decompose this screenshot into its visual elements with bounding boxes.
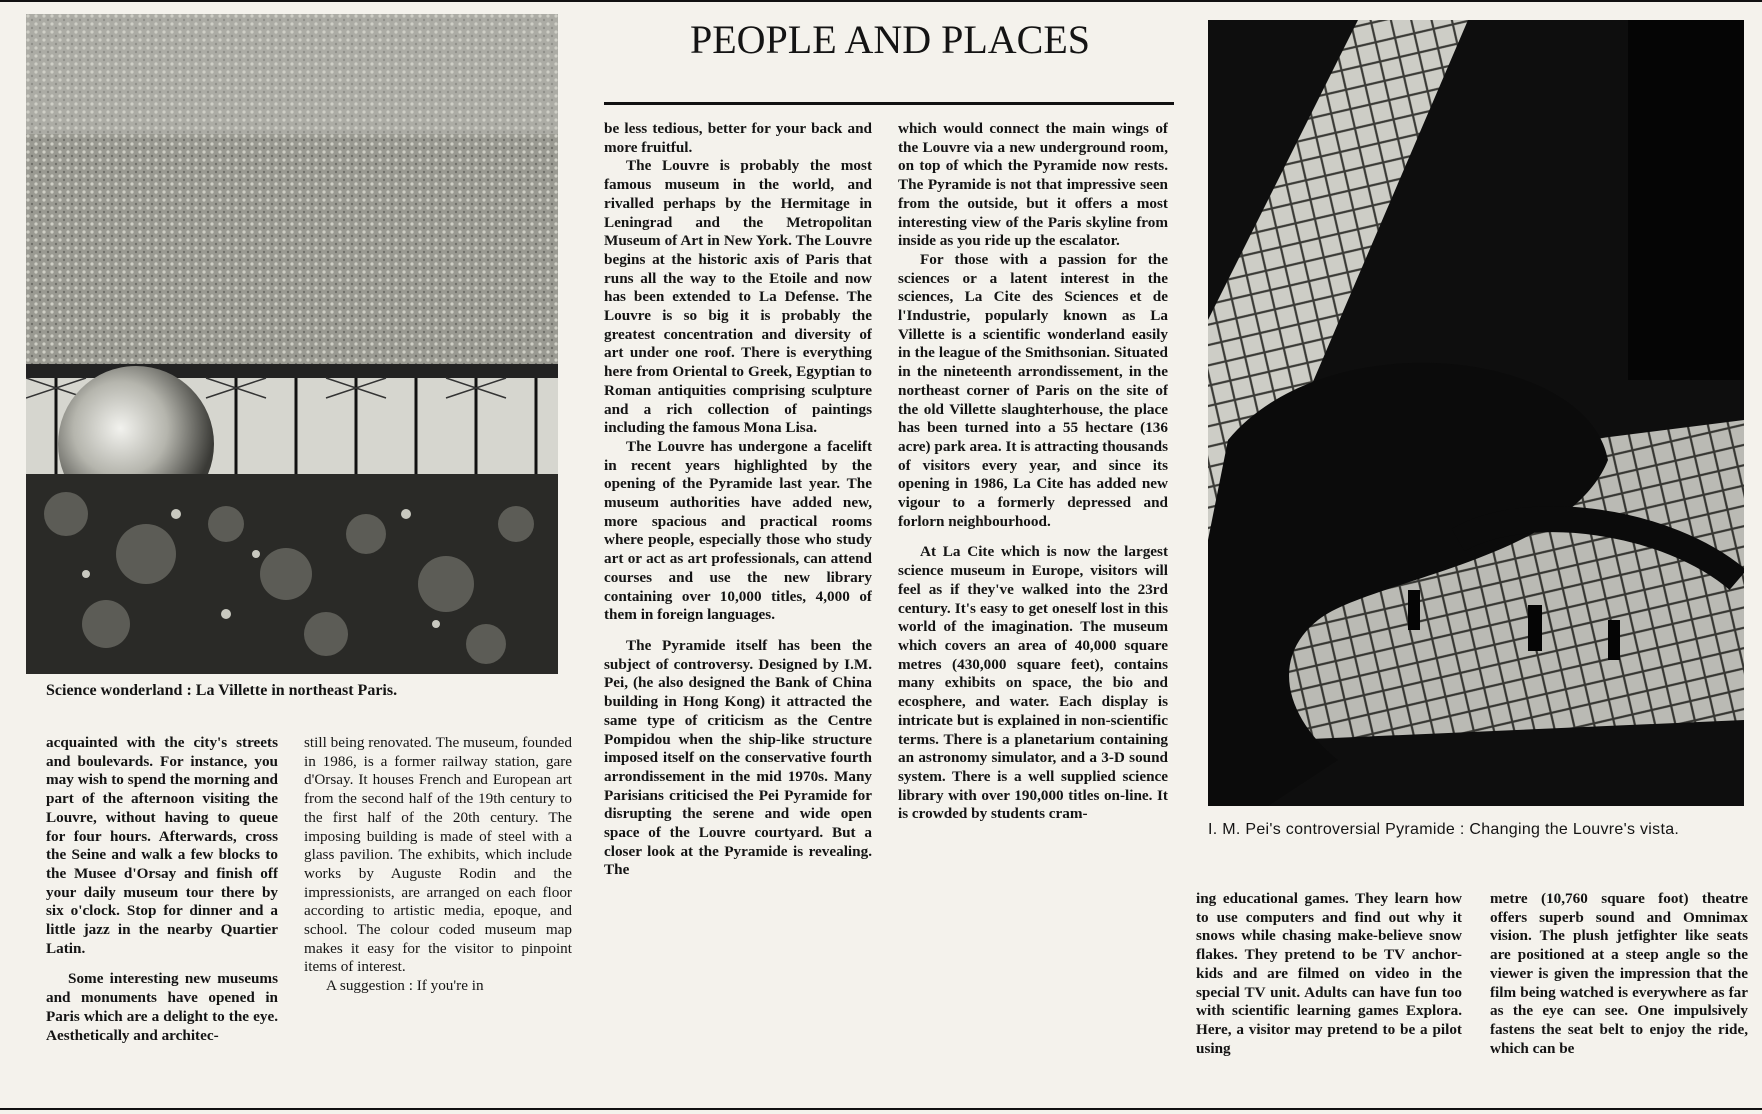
col-c-paragraph: The Louvre has undergone a facelift in recent years highlighted by the opening of the Pyramide last year. The museum authorities have added new, more spacious and practical rooms where people, especially those who study art or act as art professionals, can attend courses and use the new library containing over 10,000 titles, 4,000 of them in foreign languages. [604,437,872,624]
col-e-paragraph: ing educational games. They learn how to use computers and find out why it snows while chasing make-believe snow flakes. They pretend to be TV anchor-kids and are filmed on video in the special TV unit. Adults can have fun too with scientific learning games Explora. Here, a visitor may pretend to be a pilot using [1196,890,1462,1057]
col-c-paragraph: The Pyramide itself has been the subject of controversy. Designed by I.M. Pei, (he also designed the Bank of China building in Hong Kong) it attracted the same type of criticism as the Centre Pompidou when the ship-like structure imposed itself on the conservative fourth arrondissement in the mid 1970s. Many Parisians criticised the Pei Pyramide for disrupting the serene and wide open space of the Louvre courtyard. But a closer look at the Pyramide is revealing. The [604,636,872,879]
col-d-paragraph: For those with a passion for the sciences or a latent interest in the sciences, La Cite des Sciences et de l'Industrie, popularly known as La Villette is a scientific wonderland easily in the league of the Smithsonian. Situated in the nineteenth arrondissement, in the northeast corner of Paris on the site of the old Villette slaughterhouse, the place has been turned into a 55 hectare (136 acre) park area. It is attracting thousands of visitors every year, and since its opening in 1986, La Cite has added new vigour to a formerly depressed and forlorn neighbourhood. [898,250,1168,530]
pyramide-photo-art [1208,20,1744,806]
article-column-a [46,734,278,1108]
la-villette-photo-art [26,14,558,674]
bottom-border [0,1108,1762,1110]
headline-rule [604,102,1174,105]
la-villette-photo [26,14,558,674]
col-c-paragraph: The Louvre is probably the most famous museum in the world, and rivalled perhaps by the Hermitage in Leningrad and the Metropolitan Museum of Art in New York. The Louvre begins at the historic axis of Paris that runs all the way to the Etoile and now has been extended to La Defense. The Louvre is so big it is probably the greatest concentration and diversity of art under one roof. There is everything here from Oriental to Greek, Egyptian to Roman antiquities comprising sculpture and a rich collection of paintings including the famous Mona Lisa. [604,157,872,437]
col-a-paragraph: Some interesting new museums and monuments have opened in Paris which are a delight to the eye. Aesthetically and architec- [46,970,278,1044]
col-c-paragraph: be less tedious, better for your back and more fruitful. [604,120,872,156]
col-b-paragraph: still being renovated. The museum, founded in 1986, is a former railway station, gare d'Orsay. It houses French and European art from the second half of the 19th century to the first half of the 20th century. The imposing building is made of steel with a glass pavilion. The exhibits, which include works by Auguste Rodin and the impressionists, are arranged on each floor according to artistic media, epoque, and school. The colour coded museum map makes it easy for the visitor to pinpoint items of interest. [304,734,572,976]
right-photo-caption: I. M. Pei's controversial Pyramide : Changing the Louvre's vista. [1208,821,1680,838]
col-d-paragraph: At La Cite which is now the largest science museum in Europe, visitors will feel as if they've walked into the 23rd century. It's easy to get oneself lost in this world of the imagination. The museum which covers an area of 40,000 square metres (430,000 square feet), contains many exhibits on space, the bio and ecosphere, and water. Each display is intricate but is explained in non-scientific terms. There is a planetarium containing an astronomy simulator, and a 3-D sound system. There is a well supplied science library with over 190,000 titles on-line. It is crowded by students cram- [898,543,1168,823]
page-title: PEOPLE AND PLACES [689,17,1091,62]
article-column-c [604,120,872,1108]
article-column-d [898,120,1168,1108]
col-a-paragraph: acquainted with the city's streets and boulevards. For instance, you may wish to spend the morning and part of the afternoon visiting the Louvre, without having to queue for four hours. Afterwards, cross the Seine and walk a few blocks to the Musee d'Orsay and finish off your daily museum tour there by six o'clock. Stop for dinner and a little jazz in the nearby Quartier Latin. [46,734,278,957]
col-d-paragraph: which would connect the main wings of the Louvre via a new underground room, on top of which the Pyramide now rests. The Pyramide is not that impressive seen from the outside, but it offers a most interesting view of the Paris skyline from inside as you ride up the escalator. [898,120,1168,250]
col-f-paragraph: metre (10,760 square foot) theatre offers superb sound and Omnimax vision. The plush jetfighter like seats are positioned at a steep angle so the viewer is given the impression that the film being watched is everywhere as far as the eye can see. One impulsively fastens the seat belt to enjoy the ride, which can be [1490,890,1748,1057]
article-column-e [1196,890,1462,1108]
col-b-paragraph: A suggestion : If you're in [326,977,484,995]
article-column-b [304,734,572,1108]
pyramide-photo [1208,20,1744,806]
top-border [0,0,1762,2]
left-photo-caption: Science wonderland : La Villette in northeast Paris. [46,682,398,699]
article-column-f [1490,890,1748,1108]
